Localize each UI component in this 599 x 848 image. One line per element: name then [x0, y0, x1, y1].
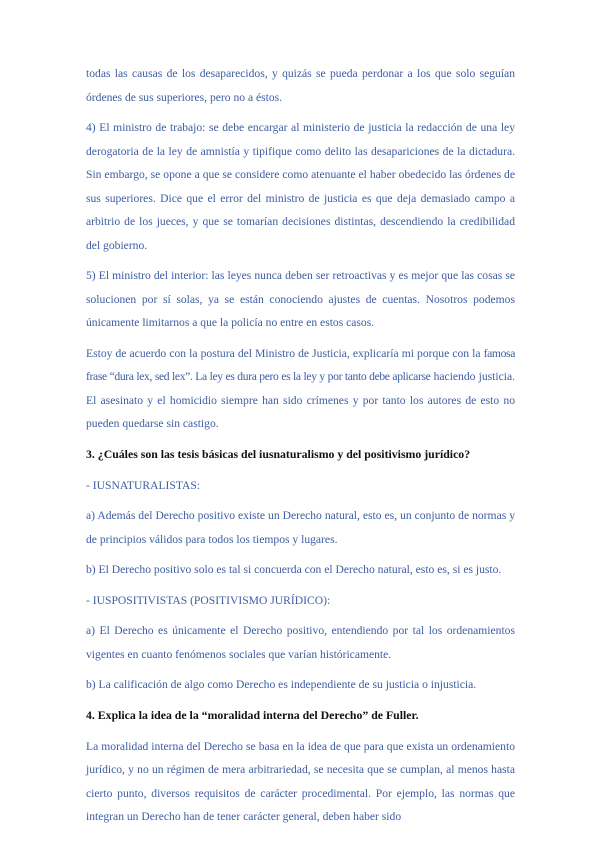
- paragraph-ministro-interior: 5) El ministro del interior: las leyes nunca deben ser retroactivas y es mejor que las cosas se solucionen por sí solas, ya se están conociendo ajustes de cuentas. Nosotros podemos únicamente limitarnos a que la policía no entre en estos casos.: [86, 269, 515, 329]
- opinion-text-quote: famosa frase “dura lex, sed lex”. La ley es dura pero es la ley y por tanto debe aplicarse: [86, 346, 515, 383]
- opinion-text-start: Estoy de acuerdo con la postura del Ministro de Justicia, explicaría mi porque con la: [86, 346, 484, 360]
- document-body: [86, 62, 515, 836]
- paragraph-desaparecidos: todas las causas de los desaparecidos, y quizás se pueda perdonar a los que solo seguían órdenes de sus superiores, pero no a éstos.: [86, 67, 515, 104]
- iusnaturalistas-label: - IUSNATURALISTAS:: [86, 478, 201, 492]
- iusnaturalistas-thesis-b: b) El Derecho positivo solo es tal si concuerda con el Derecho natural, esto es, si es justo.: [86, 563, 502, 576]
- iuspositivistas-label: - IUSPOSITIVISTAS (POSITIVISMO JURÍDICO):: [86, 593, 331, 607]
- iusnaturalistas-thesis-a: a) Además del Derecho positivo existe un Derecho natural, esto es, un conjunto de normas y de principios válidos para todos los tiempos y lugares.: [86, 509, 515, 546]
- paragraph-ministro-trabajo: 4) El ministro de trabajo: se debe encargar al ministerio de justicia la redacción de una ley derogatoria de la ley de amnistía y tipifique como delito las desapariciones de la dictadura. Sin embargo, se opone a que se considere como atenuante el haber obedecido las órdenes de sus superiores. Dice que el error del ministro de justicia es que deja demasiado campo a arbitrio de los jueces, y que se tomarían decisiones distintas, descendiendo la credibilidad del gobierno.: [86, 121, 515, 252]
- opinion-text-end: haciendo justicia. El asesinato y el homicidio siempre han sido crímenes y por tanto los autores de esto no pueden quedarse sin castigo.: [86, 370, 515, 430]
- paragraph-opinion: [86, 342, 515, 436]
- iuspositivistas-thesis-b: b) La calificación de algo como Derecho es independiente de su justicia o injusticia.: [86, 678, 477, 691]
- iuspositivistas-thesis-a: a) El Derecho es únicamente el Derecho positivo, entendiendo por tal los ordenamientos vigentes en cuanto fenómenos sociales que varían históricamente.: [86, 624, 515, 661]
- paragraph-fuller: La moralidad interna del Derecho se basa en la idea de que para que exista un ordenamiento jurídico, y no un régimen de mera arbitrariedad, se necesita que se cumplan, al menos hasta cierto punto, diversos requisitos de carácter procedimental. Por ejemplo, las normas que integran un Derecho han de tener carácter general, deben haber sido: [86, 739, 515, 823]
- question-3-heading: 3. ¿Cuáles son las tesis básicas del iusnaturalismo y del positivismo jurídico?: [86, 446, 471, 461]
- question-4-heading: 4. Explica la idea de la “moralidad interna del Derecho” de Fuller.: [86, 707, 419, 722]
